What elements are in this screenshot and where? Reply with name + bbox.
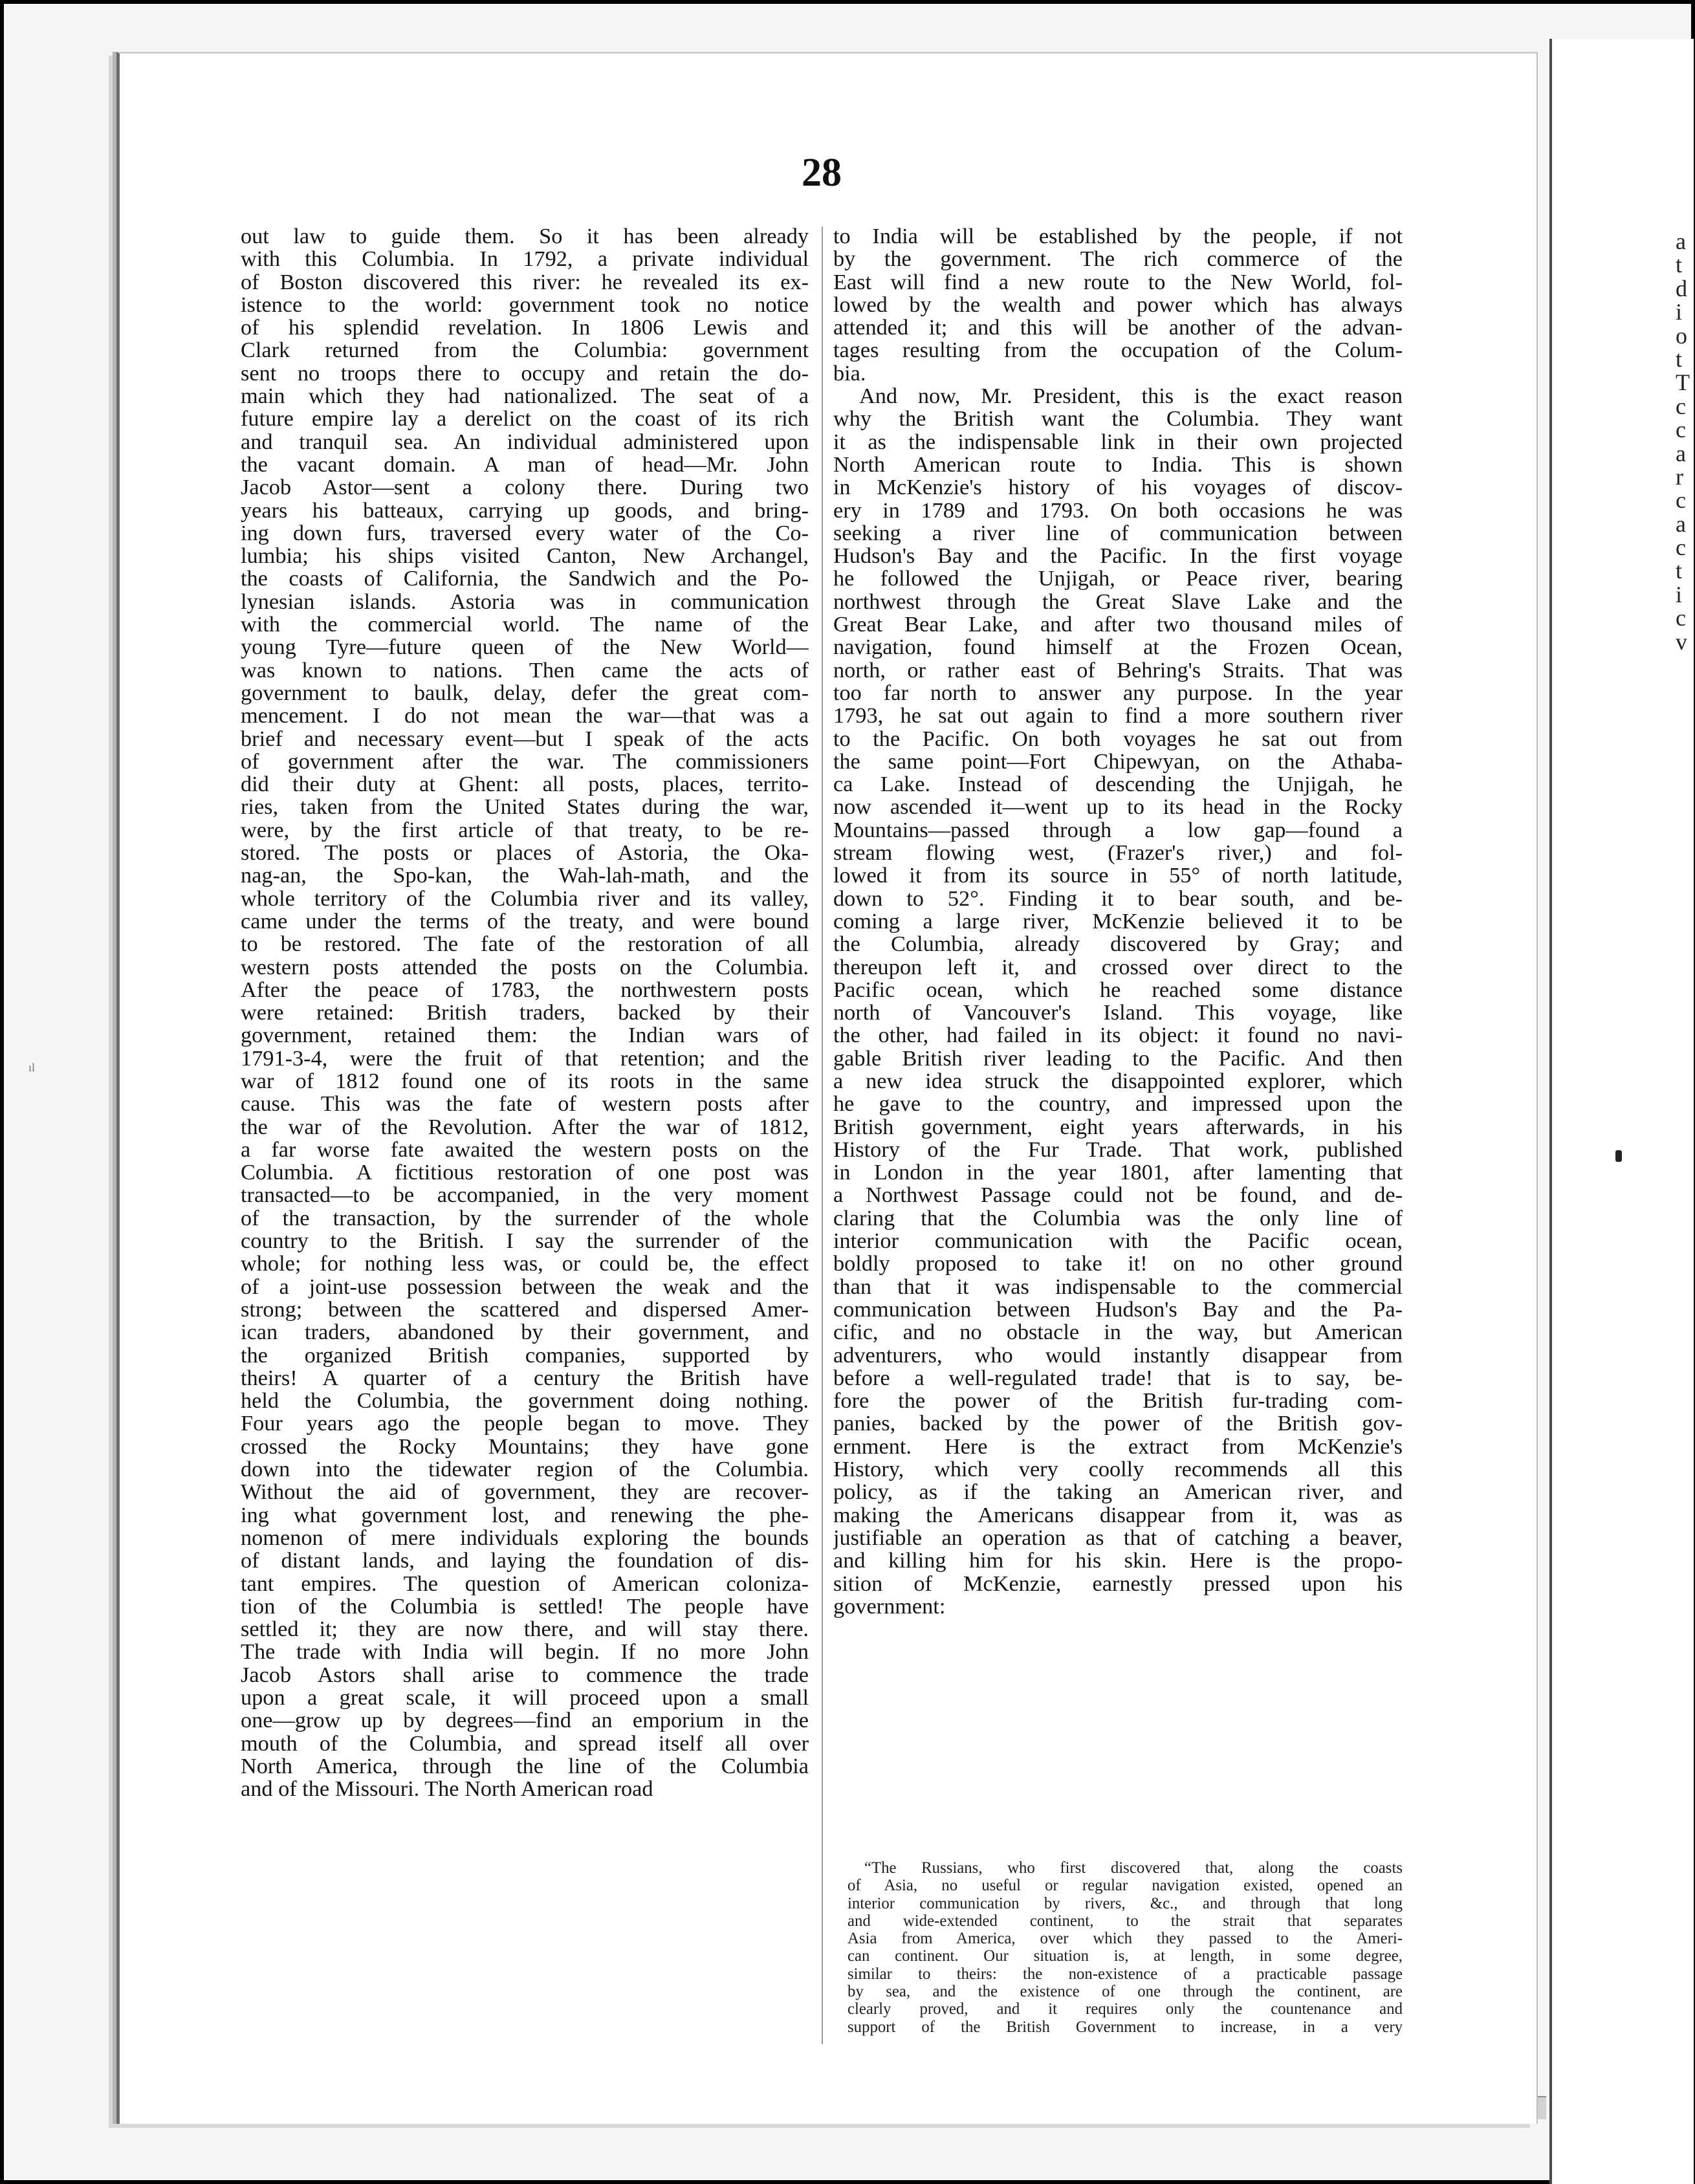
left-column-line: stored. The posts or places of Astoria, the Oka- — [241, 842, 809, 865]
right-column-line: now ascended it—went up to its head in the Rocky — [833, 796, 1403, 819]
left-column-line: strong; between the scattered and dispersed Amer- — [241, 1298, 809, 1322]
next-page-letter: a — [1676, 228, 1686, 254]
right-column-line: East will find a new route to the New World, fol- — [833, 270, 1403, 294]
left-column-line: one—grow up by degrees—find an emporium in the — [241, 1709, 809, 1732]
left-column-line: nag-an, the Spo-kan, the Wah-lah-math, and the — [241, 864, 809, 888]
left-column-line: upon a great scale, it will proceed upon a small — [241, 1687, 809, 1710]
left-column — [241, 225, 809, 1800]
right-column-line: before a well-regulated trade! that is to say, be- — [833, 1366, 1403, 1390]
left-column-line: mencement. I do not mean the war—that was a — [241, 704, 809, 728]
right-column-line: ca Lake. Instead of descending the Unjigah, he — [833, 773, 1403, 796]
right-column-line: government: — [833, 1595, 946, 1619]
left-column-line: did their duty at Ghent: all posts, places, territo- — [241, 773, 809, 796]
right-column-line: History of the Fur Trade. That work, published — [833, 1138, 1403, 1162]
left-column-line: of his splendid revelation. In 1806 Lewis and — [241, 316, 809, 340]
next-page-letter: v — [1676, 628, 1687, 655]
left-column-line: a far worse fate awaited the western posts on the — [241, 1138, 809, 1162]
left-column-line: war of 1812 found one of its roots in the same — [241, 1069, 809, 1093]
right-column-line: he followed the Unjigah, or Peace river, bearing — [833, 567, 1403, 591]
next-page-letter: c — [1676, 417, 1686, 443]
right-column-line: communication between Hudson's Bay and the Pa- — [833, 1298, 1403, 1322]
left-column-line: government to baulk, delay, defer the great com- — [241, 681, 809, 705]
quote-line: “The Russians, who first discovered that, along the coasts — [864, 1859, 1403, 1877]
next-page-edge — [1549, 39, 1694, 2184]
left-column-line: were, by the first article of that treaty, to be re- — [241, 818, 809, 842]
right-column-line: Great Bear Lake, and after two thousand miles of — [833, 613, 1403, 637]
right-column-line: ernment. Here is the extract from McKenzie's — [833, 1435, 1403, 1459]
quote-line: of Asia, no useful or regular navigation existed, opened an — [848, 1877, 1403, 1895]
left-column-line: of Boston discovered this river: he revealed its ex- — [241, 270, 809, 294]
right-column-line: to India will be established by the people, if not — [833, 225, 1403, 248]
right-column-line: thereupon left it, and crossed over direct to the — [833, 956, 1403, 979]
left-column-line: istence to the world: government took no notice — [241, 293, 809, 317]
right-column-line: by the government. The rich commerce of the — [833, 248, 1403, 271]
left-column-line: lynesian islands. Astoria was in communication — [241, 590, 809, 614]
left-column-line: the coasts of California, the Sandwich and the Po- — [241, 567, 809, 591]
right-column-line: gable British river leading to the Pacific. And then — [833, 1047, 1403, 1070]
left-column-line: Jacob Astor—sent a colony there. During two — [241, 476, 809, 499]
right-column-line: policy, as if the taking an American river, and — [833, 1481, 1403, 1504]
next-page-letter: r — [1676, 463, 1683, 490]
right-column-line: North American route to India. This is shown — [833, 453, 1403, 477]
right-column-line: Mountains—passed through a low gap—found a — [833, 818, 1403, 842]
left-column-line: ries, taken from the United States during the war, — [241, 796, 809, 819]
left-column-line: whole territory of the Columbia river and its valley, — [241, 887, 809, 910]
left-column-line: sent no troops there to occupy and retain the do- — [241, 362, 809, 386]
left-column-line: tion of the Columbia is settled! The people have — [241, 1595, 809, 1619]
right-column-line: it as the indispensable link in their own projected — [833, 430, 1403, 453]
next-page-letter: c — [1676, 487, 1686, 514]
right-column-line: boldly proposed to take it! on no other ground — [833, 1252, 1403, 1276]
right-column-line: seeking a river line of communication between — [833, 521, 1403, 545]
left-column-line: and tranquil sea. An individual administered upon — [241, 430, 809, 453]
left-column-line: ican traders, abandoned by their government, and — [241, 1321, 809, 1344]
right-column-line: too far north to answer any purpose. In the year — [833, 681, 1403, 705]
left-column-line: transacted—to be accompanied, in the very moment — [241, 1184, 809, 1207]
right-column-line: down to 52°. Finding it to bear south, and be- — [833, 887, 1403, 910]
left-column-line: Jacob Astors shall arise to commence the trade — [241, 1663, 809, 1687]
right-column-line: in London in the year 1801, after lamenting that — [833, 1161, 1403, 1185]
next-page-letter: t — [1676, 252, 1683, 278]
left-column-line: young Tyre—future queen of the New World— — [241, 636, 809, 659]
left-column-line: were retained: British traders, backed by their — [241, 1001, 809, 1025]
quote-line: support of the British Government to increase, in a very — [848, 2018, 1403, 2036]
right-column-line: the same point—Fort Chipewyan, on the Athaba- — [833, 750, 1403, 774]
right-column-line: ery in 1789 and 1793. On both occasions he was — [833, 499, 1403, 522]
right-column-line: Pacific ocean, which he reached some distance — [833, 978, 1403, 1002]
left-column-line: main which they had nationalized. The seat of a — [241, 385, 809, 408]
left-column-line: crossed the Rocky Mountains; they have gone — [241, 1435, 809, 1459]
left-column-line: held the Columbia, the government doing nothing. — [241, 1390, 809, 1413]
left-column-line: ing down furs, traversed every water of the Co- — [241, 521, 809, 545]
margin-mark: ıl — [28, 1061, 36, 1074]
right-column-line: interior communication with the Pacific ocean, — [833, 1230, 1403, 1253]
right-column-line: the other, had failed in its object: it found no navi- — [833, 1024, 1403, 1047]
left-column-line: years his batteaux, carrying up goods, and bring- — [241, 499, 809, 522]
right-column-line: a Northwest Passage could not be found, and de- — [833, 1184, 1403, 1207]
quote-line: Asia from America, over which they passed to the Ameri- — [848, 1930, 1403, 1948]
right-column-line: History, which very coolly recommends all this — [833, 1458, 1403, 1481]
left-column-line: the organized British companies, supported by — [241, 1344, 809, 1367]
right-column-line: 1793, he sat out again to find a more southern river — [833, 704, 1403, 728]
next-page-letter: c — [1676, 605, 1686, 631]
right-column-line: to the Pacific. On both voyages he sat out from — [833, 727, 1403, 750]
left-column-line: ing what government lost, and renewing the phe- — [241, 1503, 809, 1527]
quote-line: clearly proved, and it requires only the countenance and — [848, 2000, 1403, 2018]
right-column-line: panies, backed by the power of the British gov- — [833, 1412, 1403, 1436]
right-column-line: adventurers, who would instantly disappear from — [833, 1344, 1403, 1367]
next-page-letter: t — [1676, 345, 1683, 372]
left-column-line: out law to guide them. So it has been already — [241, 225, 809, 248]
right-column-line: the Columbia, already discovered by Gray; and — [833, 933, 1403, 956]
left-column-line: future empire lay a derelict on the coast of its rich — [241, 408, 809, 431]
left-column-line: After the peace of 1783, the northwestern posts — [241, 978, 809, 1002]
left-column-line: came under the terms of the treaty, and were bound — [241, 910, 809, 934]
left-column-line: the war of the Revolution. After the war of 1812, — [241, 1115, 809, 1139]
right-column-line: claring that the Columbia was the only line of — [833, 1207, 1403, 1230]
left-column-line: of a joint-use possession between the weak and the — [241, 1275, 809, 1298]
left-column-line: lumbia; his ships visited Canton, New Archangel, — [241, 545, 809, 568]
left-column-line: the vacant domain. A man of head—Mr. John — [241, 453, 809, 477]
right-column-line: fore the power of the British fur-trading com- — [833, 1390, 1403, 1413]
next-page-text-fragments — [1676, 230, 1692, 653]
left-column-line: Four years ago the people began to move. They — [241, 1412, 809, 1436]
left-column-line: to be restored. The fate of the restoration of all — [241, 933, 809, 956]
left-column-line: of the transaction, by the surrender of the whole — [241, 1207, 809, 1230]
next-page-letter: a — [1676, 440, 1686, 466]
ink-blot — [1615, 1150, 1622, 1162]
right-column-line: bia. — [833, 362, 866, 386]
right-column-line: north of Vancouver's Island. This voyage, like — [833, 1001, 1403, 1025]
left-column-line: Without the aid of government, they are recover- — [241, 1481, 809, 1504]
left-column-line: Columbia. A fictitious restoration of one post was — [241, 1161, 809, 1185]
right-column-line: northwest through the Great Slave Lake and the — [833, 590, 1403, 614]
left-column-line: theirs! A quarter of a century the British have — [241, 1366, 809, 1390]
page-number: 28 — [802, 151, 842, 195]
right-column-line: in McKenzie's history of his voyages of discov- — [833, 476, 1403, 499]
left-column-line: and of the Missouri. The North American road — [241, 1778, 653, 1801]
right-column-line: making the Americans disappear from it, was as — [833, 1503, 1403, 1527]
left-column-line: whole; for nothing less was, or could be, the effect — [241, 1252, 809, 1276]
right-column-line: tages resulting from the occupation of the Colum- — [833, 339, 1403, 362]
right-column-line: sition of McKenzie, earnestly pressed upon his — [833, 1572, 1403, 1595]
right-column-line: justifiable an operation as that of catching a beaver, — [833, 1526, 1403, 1550]
right-column — [833, 225, 1403, 1618]
left-column-line: of distant lands, and laying the foundation of dis- — [241, 1549, 809, 1573]
right-column-line: And now, Mr. President, this is the exact reason — [859, 385, 1403, 408]
left-column-line: with this Columbia. In 1792, a private individual — [241, 248, 809, 271]
right-column-line: attended it; and this will be another of the advan- — [833, 316, 1403, 340]
left-column-line: government, retained them: the Indian wars of — [241, 1024, 809, 1047]
left-column-line: cause. This was the fate of western posts after — [241, 1093, 809, 1116]
left-column-line: Clark returned from the Columbia: government — [241, 339, 809, 362]
left-column-line: settled it; they are now there, and will stay there. — [241, 1618, 809, 1641]
quote-line: and wide-extended continent, to the strait that separates — [848, 1912, 1403, 1930]
next-page-letter: o — [1676, 322, 1687, 349]
column-rule — [822, 226, 823, 2044]
right-column-line: lowed by the wealth and power which has always — [833, 293, 1403, 317]
next-page-letter: c — [1676, 534, 1686, 561]
left-column-line: North America, through the line of the Columbia — [241, 1754, 809, 1778]
right-column-line: he gave to the country, and impressed upon the — [833, 1093, 1403, 1116]
quoted-extract — [848, 1859, 1403, 2036]
right-column-line: cific, and no obstacle in the way, but American — [833, 1321, 1403, 1344]
right-column-line: than that it was indispensable to the commercial — [833, 1275, 1403, 1298]
left-column-line: nomenon of mere individuals exploring the bounds — [241, 1526, 809, 1550]
right-column-line: navigation, found himself at the Frozen Ocean, — [833, 636, 1403, 659]
left-column-line: down into the tidewater region of the Columbia. — [241, 1458, 809, 1481]
left-column-line: with the commercial world. The name of the — [241, 613, 809, 637]
right-column-line: north, or rather east of Behring's Straits. That was — [833, 659, 1403, 682]
next-page-letter: c — [1676, 393, 1686, 419]
quote-line: by sea, and the existence of one through the continent, are — [848, 1983, 1403, 2001]
next-page-letter: a — [1676, 510, 1686, 537]
left-column-line: of government after the war. The commissioners — [241, 750, 809, 774]
quote-line: can continent. Our situation is, at length, in some degree, — [848, 1947, 1403, 1965]
left-column-line: brief and necessary event—but I speak of the acts — [241, 727, 809, 750]
left-column-line: country to the British. I say the surrender of the — [241, 1230, 809, 1253]
right-column-line: a new idea struck the disappointed explorer, which — [833, 1069, 1403, 1093]
left-column-line: 1791-3-4, were the fruit of that retention; and the — [241, 1047, 809, 1070]
left-column-line: tant empires. The question of American coloniza- — [241, 1572, 809, 1595]
right-column-line: why the British want the Columbia. They want — [833, 408, 1403, 431]
next-page-letter: i — [1676, 299, 1683, 325]
right-column-line: coming a large river, McKenzie believed it to be — [833, 910, 1403, 934]
next-page-letter: i — [1676, 581, 1683, 607]
right-column-line: Hudson's Bay and the Pacific. In the first voyage — [833, 545, 1403, 568]
left-column-line: western posts attended the posts on the Columbia. — [241, 956, 809, 979]
right-column-line: British government, eight years afterwards, in his — [833, 1115, 1403, 1139]
left-column-line: was known to nations. Then came the acts of — [241, 659, 809, 682]
quote-line: similar to theirs: the non-existence of a practicable passage — [848, 1965, 1403, 1983]
left-column-line: mouth of the Columbia, and spread itself all over — [241, 1732, 809, 1755]
next-page-letter: d — [1676, 275, 1687, 301]
right-column-line: and killing him for his skin. Here is the propo- — [833, 1549, 1403, 1573]
right-column-line: lowed it from its source in 55° of north latitude, — [833, 864, 1403, 888]
next-page-letter: T — [1676, 369, 1690, 396]
right-column-line: stream flowing west, (Frazer's river,) and fol- — [833, 842, 1403, 865]
next-page-letter: t — [1676, 558, 1683, 584]
left-column-line: The trade with India will begin. If no more John — [241, 1641, 809, 1664]
quote-line: interior communication by rivers, &c., and through that long — [848, 1894, 1403, 1912]
